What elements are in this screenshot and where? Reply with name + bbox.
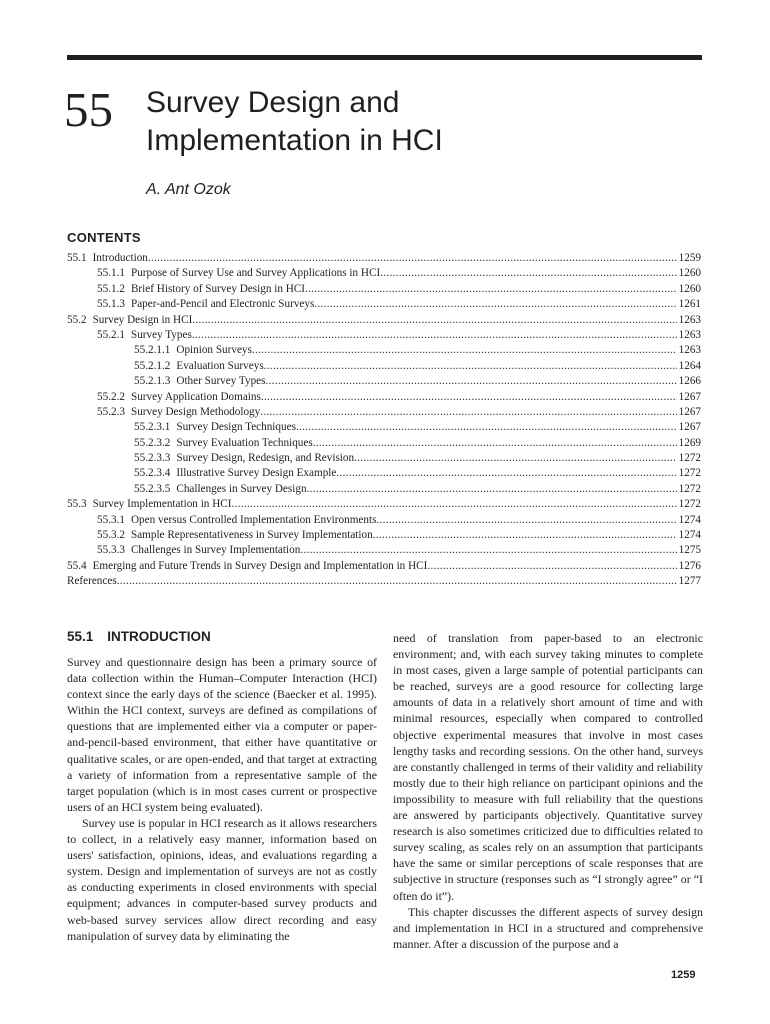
toc-dot-leader <box>260 405 676 420</box>
toc-entry-number: 55.2.3.2 <box>134 436 171 449</box>
toc-dot-leader <box>252 343 677 358</box>
toc-entry-title: Survey Application Domains <box>130 390 261 403</box>
toc-entry <box>67 543 701 558</box>
toc-entry-number: 55.1.3 <box>97 298 125 311</box>
toc-entry-title: References <box>67 575 117 588</box>
toc-entry <box>67 405 701 420</box>
toc-entry-number: 55.2.3.3 <box>134 452 171 465</box>
toc-entry <box>67 282 701 297</box>
toc-entry-number: 55.2.1.1 <box>134 344 171 357</box>
toc-entry-title: Other Survey Types <box>176 375 266 388</box>
toc-entry-title: Emerging and Future Trends in Survey Design and Implementation in HCI <box>92 559 428 572</box>
toc-entry <box>67 559 701 574</box>
toc-entry-title: Challenges in Survey Design <box>176 482 307 495</box>
toc-dot-leader <box>192 313 676 328</box>
toc-entry-page: 1263 <box>678 344 701 357</box>
toc-dot-leader <box>264 359 677 374</box>
toc-dot-leader <box>376 513 676 528</box>
toc-entry-page: 1267 <box>678 405 701 418</box>
toc-entry-number: 55.2.3.5 <box>134 482 171 495</box>
toc-entry <box>67 313 701 328</box>
toc-entry-page: 1275 <box>678 544 701 557</box>
section-heading <box>67 629 211 644</box>
toc-entry-title: Introduction <box>92 252 148 264</box>
toc-entry-number: 55.2.1.2 <box>134 359 171 372</box>
toc-entry-page: 1269 <box>678 436 701 449</box>
toc-entry <box>67 513 701 528</box>
toc-entry-title: Evaluation Surveys <box>176 359 264 372</box>
toc-entry-number: 55.3.3 <box>97 544 125 557</box>
paragraph: Survey and questionnaire design has been a primary source of data collection within the Human–Computer Interaction (HCI) context since the early days of the science (Baecker et al. 1995). Within the HCI context, surveys are defined as compilations of questions that are implemented either via a computer or paper-and-pencil-based environment, that either have quantitative or qualitative scales, or are open-ended, and that target at extracting a variety of information from a representative sample of the target population (which is in most cases current or prospective users of an HCI system being evaluated). <box>67 655 377 814</box>
toc-dot-leader <box>307 482 677 497</box>
toc-entry-number: 55.3.1 <box>97 513 125 526</box>
toc-entry-number: 55.2.2 <box>97 390 125 403</box>
chapter-title-line-2: Implementation in HCI <box>146 124 443 157</box>
toc-entry-title: Purpose of Survey Use and Survey Applications in HCI <box>130 267 381 280</box>
toc-entry-title: Paper-and-Pencil and Electronic Surveys <box>130 298 315 311</box>
toc-entry-number: 55.4 <box>67 559 87 572</box>
table-of-contents <box>67 251 701 590</box>
section-title: INTRODUCTION <box>107 629 211 644</box>
toc-entry-page: 1264 <box>678 359 701 372</box>
toc-entry-page: 1272 <box>678 498 701 511</box>
toc-dot-leader <box>305 282 677 297</box>
chapter-title <box>146 84 443 160</box>
toc-entry-number: 55.3 <box>67 498 87 511</box>
toc-entry-page: 1272 <box>678 467 701 480</box>
toc-entry-title: Survey Design Techniques <box>176 421 296 434</box>
toc-entry-page: 1274 <box>678 529 701 542</box>
toc-entry-number: 55.3.2 <box>97 529 125 542</box>
toc-entry <box>67 420 701 435</box>
toc-entry-title: Opinion Surveys <box>176 344 252 357</box>
toc-entry-title: Survey Design in HCI <box>92 313 193 326</box>
toc-entry-page: 1260 <box>678 282 701 295</box>
toc-entry <box>67 451 701 466</box>
toc-entry <box>67 497 701 512</box>
toc-dot-leader <box>313 436 677 451</box>
toc-entry <box>67 251 701 266</box>
toc-dot-leader <box>427 559 676 574</box>
toc-entry-page: 1263 <box>678 313 701 326</box>
toc-entry-number: 55.2.3 <box>97 405 125 418</box>
toc-entry <box>67 297 701 312</box>
toc-dot-leader <box>300 543 676 558</box>
chapter-author: A. Ant Ozok <box>146 181 231 198</box>
toc-entry-number: 55.1.2 <box>97 282 125 295</box>
toc-dot-leader <box>261 390 677 405</box>
toc-entry-title: Sample Representativeness in Survey Implementation <box>130 529 373 542</box>
toc-entry-title: Illustrative Survey Design Example <box>176 467 337 480</box>
toc-dot-leader <box>117 574 677 589</box>
toc-entry-number: 55.2.1 <box>97 328 125 341</box>
toc-entry-number: 55.1.1 <box>97 267 125 280</box>
toc-entry <box>67 266 701 281</box>
toc-entry <box>67 343 701 358</box>
toc-entry-page: 1272 <box>678 452 701 465</box>
toc-entry-page: 1263 <box>678 328 701 341</box>
toc-entry-page: 1259 <box>678 252 701 264</box>
toc-entry-title: Challenges in Survey Implementation <box>130 544 301 557</box>
toc-entry-number: 55.2 <box>67 313 87 326</box>
paragraph: Survey use is popular in HCI research as it allows researchers to collect, in a relatively easy manner, information based on users' satisfaction, opinions, ideas, and evaluations regarding a system. Design and implementation of surveys are not as costly as conducting experiments in closed environments with special equipment; advances in computer-based survey products and web-based survey services allow direct recording and easy manipulation of survey data by eliminating the <box>67 815 377 943</box>
toc-entry <box>67 574 701 589</box>
toc-entry-number: 55.2.1.3 <box>134 375 171 388</box>
toc-entry-page: 1274 <box>678 513 701 526</box>
chapter-title-line-1: Survey Design and <box>146 86 400 119</box>
section-number: 55.1 <box>67 629 94 644</box>
toc-entry <box>67 436 701 451</box>
toc-entry-title: Open versus Controlled Implementation Environments <box>130 513 377 526</box>
toc-dot-leader <box>296 420 677 435</box>
toc-entry-page: 1266 <box>678 375 701 388</box>
toc-entry-page: 1267 <box>678 390 701 403</box>
toc-entry <box>67 374 701 389</box>
contents-heading: CONTENTS <box>67 230 141 245</box>
toc-dot-leader <box>265 374 676 389</box>
toc-entry <box>67 359 701 374</box>
toc-entry-title: Survey Types <box>130 328 192 341</box>
toc-entry-number: 55.2.3.4 <box>134 467 171 480</box>
toc-entry-title: Survey Implementation in HCI <box>92 498 232 511</box>
toc-entry-page: 1261 <box>678 298 701 311</box>
toc-entry <box>67 528 701 543</box>
toc-dot-leader <box>354 451 677 466</box>
toc-entry-title: Survey Evaluation Techniques <box>176 436 313 449</box>
toc-entry-page: 1267 <box>678 421 701 434</box>
toc-dot-leader <box>380 266 676 281</box>
toc-entry-page: 1276 <box>678 559 701 572</box>
toc-entry-number: 55.2.3.1 <box>134 421 171 434</box>
toc-dot-leader <box>373 528 677 543</box>
toc-dot-leader <box>148 251 677 266</box>
toc-entry-title: Survey Design, Redesign, and Revision <box>176 452 355 465</box>
toc-dot-leader <box>231 497 676 512</box>
toc-entry <box>67 466 701 481</box>
text-column-right <box>393 630 703 952</box>
toc-entry <box>67 482 701 497</box>
toc-dot-leader <box>314 297 676 312</box>
toc-entry <box>67 390 701 405</box>
toc-dot-leader <box>336 466 676 481</box>
toc-entry-page: 1260 <box>678 267 701 280</box>
toc-entry <box>67 328 701 343</box>
chapter-number: 55 <box>64 82 113 137</box>
chapter-top-rule <box>67 55 702 60</box>
paragraph: need of translation from paper-based to an electronic environment; and, with each survey taking minutes to complete in most cases, given a large sample of potential participants can be reached, surveys are a good resource for collecting large amounts of data in a relatively short amount of time and with minimal resources, especially when compared to controlled objective experimental measures that involve in most cases lengthy tasks and recording sessions. On the other hand, surveys are constantly challenged in terms of their validity and reliability mostly due to their high reliance on participant opinions and the impossibility to measure with full reliability that the questions are answered by participants objectively. Quantitative survey research is also sometimes criticized due to difficulties related to survey scaling, as scales rely on an assumption that participants have the same or similar perceptions of scale responses that are subjective in structure (responses such as “I strongly agree” or “I often do it”). <box>393 631 703 903</box>
toc-entry-title: Brief History of Survey Design in HCI <box>130 282 305 295</box>
toc-entry-page: 1277 <box>678 575 701 588</box>
text-column-left <box>67 654 377 944</box>
toc-dot-leader <box>192 328 677 343</box>
paragraph: This chapter discusses the different aspects of survey design and implementation in HCI in a structured and comprehensive manner. After a discussion of the purpose and a <box>393 904 703 951</box>
toc-entry-number: 55.1 <box>67 252 87 264</box>
toc-entry-page: 1272 <box>678 482 701 495</box>
page-number: 1259 <box>671 969 696 981</box>
toc-entry-title: Survey Design Methodology <box>130 405 261 418</box>
